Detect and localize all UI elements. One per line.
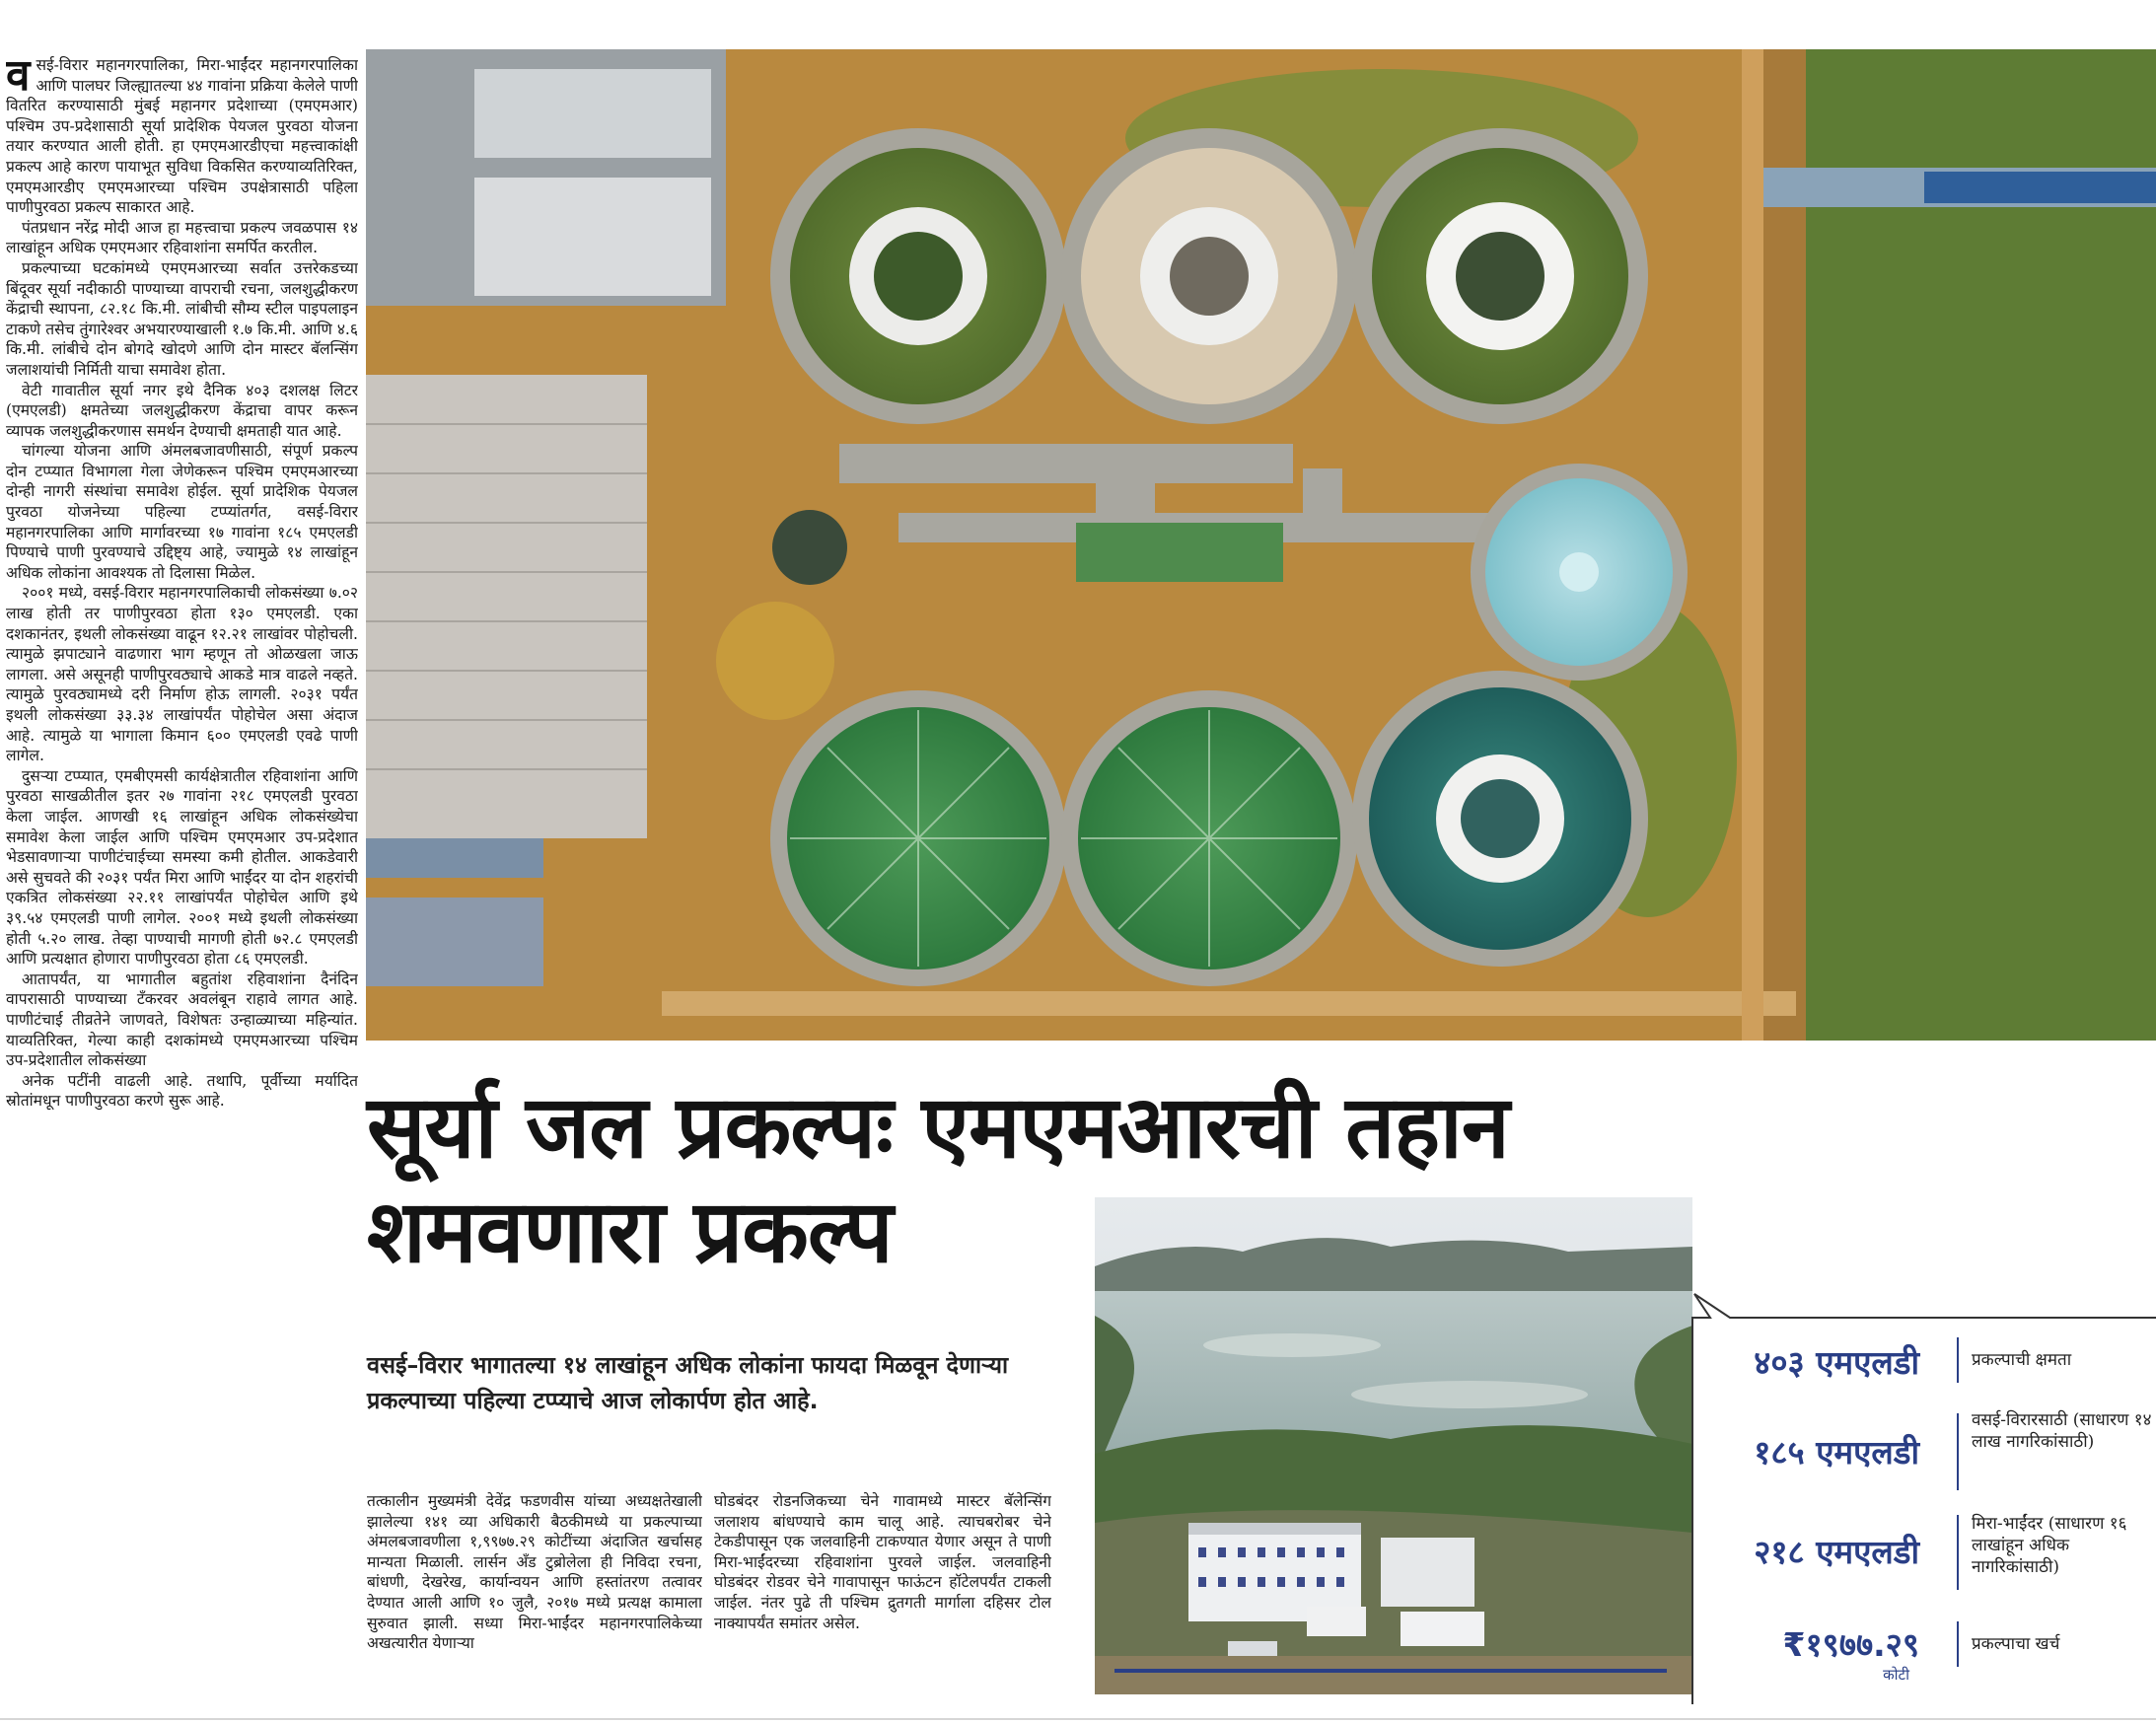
- stat-cost-value: ₹१९७७.२९: [1782, 1625, 1919, 1664]
- stat-capacity-label: प्रकल्पाची क्षमता: [1972, 1350, 2072, 1370]
- bottom-column-1-text: तत्कालीन मुख्यमंत्री देवेंद्र फडणवीस यांच्या अध्यक्षतेखाली झालेल्या १४१ व्या अधिकारी बैठकीमध्ये या प्रकल्पाच्या अंमलबजावणीला १,९९७७.२९ कोटींच्या अंदाजित खर्चासह मान्यता मिळाली. लार्सन अँड टुब्रोलेला ही निविदा रचना, बांधणी, देखरेख, कार्यान्वयन आणि हस्तांतरण तत्वावर देण्यात आली आणि १० जुलै, २०१७ मध्ये प्रत्यक्ष कामाला सुरुवात झाली. सध्या मिरा-भाईंदर महानगरपालिकेच्या अखत्यारीत येणाऱ्या: [367, 1492, 702, 1653]
- bottom-column-2-text: घोडबंदर रोडनजिकच्या चेने गावामध्ये मास्टर बॅलेन्सिंग जलाशय बांधण्याचे काम चालू आहे. त्याचबरोबर चेने टेकडीपासून एक जलवाहिनी टाकण्यात येणार असून ते पाणी मिरा-भाईंदरच्या रहिवाशांना पुरवले जाईल. जलवाहिनी घोडबंदर रोडवर चेने गावापासून फाऊंटन हॉटेलपर्यंत टाकली जाईल. नंतर पुढे ती पश्चिम द्रुतगती मार्गाला दहिसर टोल नाक्यापर्यंत समांतर असेल.: [714, 1492, 1051, 1632]
- paragraph-5: चांगल्या योजना आणि अंमलबजावणीसाठी, संपूर्ण प्रकल्प दोन टप्प्यात विभागला गेला जेणेकरून पश्चिम एमएमआरच्या दोन्ही नागरी संस्थांचा समावेश होईल. सूर्या प्रादेशिक पेयजल पुरवठा योजनेच्या पहिल्या टप्प्यांतर्गत, वसई-विरार महानगरपालिका आणि मार्गावरच्या १७ गावांना १८५ एमएलडी पिण्याचे पाणी पुरवण्याचे उद्दिष्ट्य आहे, ज्यामुळे १४ लाखांहून अधिक लोकांना आवश्यक तो दिलासा मिळेल.: [6, 442, 358, 582]
- paragraph-6: २००१ मध्ये, वसई-विरार महानगरपालिकाची लोकसंख्या ७.०२ लाख होती तर पाणीपुरवठा होता १३० एमएलडी. एका दशकानंतर, इथली लोकसंख्या वाढून १२.२१ लाखांवर पोहोचली. त्यामुळे झपाट्याने वाढणारा भाग म्हणून तो ओळखला जाऊ लागला. असे असूनही पाणीपुरवठ्याचे आकडे मात्र वाढले नव्हते. त्यामुळे पुरवठ्यामध्ये दरी निर्माण होऊ लागली. २०३१ पर्यंत इथली लोकसंख्या ३३.३४ लाखांपर्यंत पोहोचेल असा अंदाज आहे. त्यामुळे या भागाला किमान ६०० एमएलडी एवढे पाणी लागेल.: [6, 584, 358, 765]
- bottom-column-2: [714, 1491, 1051, 1720]
- stat-capacity-value: ४०३ एमएलडी: [1754, 1343, 1919, 1382]
- stat-separator: [1957, 1337, 1959, 1383]
- stat-separator: [1957, 1515, 1959, 1590]
- paragraph-7: दुसऱ्या टप्प्यात, एमबीएमसी कार्यक्षेत्रातील रहिवाशांना आणि पुरवठा साखळीतील इतर २७ गावांना २१८ एमएलडी पुरवठा केला जाईल. आणखी १६ लाखांहून अधिक लोकसंख्येचा समावेश केला जाईल आणि पश्चिम एमएमआर उप-प्रदेशात भेडसावणाऱ्या पाणीटंचाईच्या समस्या कमी होतील. आकडेवारी असे सुचवते की २०३१ पर्यंत मिरा आणि भाईंदर या दोन शहरांची एकत्रित लोकसंख्या २२.११ लाखांपर्यंत पोहोचेल आणि इथे ३९.५४ एमएलडी पाणी लागेल. २००१ मध्ये इथली लोकसंख्या होती ५.२० लाख. तेव्हा पाण्याची मागणी होती ७२.८ एमएलडी आणि प्रत्यक्षात होणारा पाणीपुरवठा होता ८६ एमएलडी.: [6, 766, 358, 969]
- paragraph-2: पंतप्रधान नरेंद्र मोदी आज हा महत्त्वाचा प्रकल्प जवळपास १४ लाखांहून अधिक एमएमआर रहिवाशांना समर्पित करतील.: [6, 218, 358, 257]
- bottom-divider: [0, 1718, 2156, 1720]
- stat-vasai-virar-value: १८५ एमएलडी: [1754, 1433, 1919, 1472]
- paragraph-9: अनेक पटींनी वाढली आहे. तथापि, पूर्वीच्या मर्यादित स्रोतांमधून पाणीपुरवठा करणे सुरू आहे.: [6, 1071, 358, 1111]
- stat-separator: [1957, 1621, 1959, 1667]
- bottom-column-1: [367, 1491, 702, 1720]
- aerial-photo-water-treatment-plant: [366, 49, 2156, 1041]
- stat-separator: [1957, 1413, 1959, 1490]
- stat-cost-label: प्रकल्पाचा खर्च: [1972, 1634, 2060, 1654]
- paragraph-1-text: सई-विरार महानगरपालिका, मिरा-भाईंदर महानगरपालिका आणि पालघर जिल्ह्यातल्या ४४ गावांना प्रक्रिया केलेले पाणी वितरित करण्यासाठी मुंबई महानगर प्रदेशाच्या (एमएमआर) पश्चिम उप-प्रदेशासाठी सूर्या प्रादेशिक पेयजल पुरवठा योजना तयार करण्यात आली होती. हा एमएमआरडीएचा महत्त्वाकांक्षी प्रकल्प आहे कारण पायाभूत सुविधा विकसित करण्याव्यतिरिक्त, एमएमआरडीए एमएमआरच्या पश्चिम उपक्षेत्रासाठी पहिला पाणीपुरवठा प्रकल्प साकारत आहे.: [6, 56, 358, 217]
- paragraph-1: [6, 55, 358, 218]
- subheadline: वसई–विरार भागातल्या १४ लाखांहून अधिक लोकांना फायदा मिळवून देणाऱ्या प्रकल्पाच्या पहिल्या टप्प्याचे आज लोकार्पण होत आहे.: [367, 1351, 1009, 1414]
- stat-mira-bhayandar-value: २१८ एमएलडी: [1754, 1533, 1919, 1571]
- stat-mira-bhayandar: [1690, 1509, 2156, 1598]
- stat-cost: [1690, 1617, 2156, 1696]
- paragraph-3: प्रकल्पाच्या घटकांमध्ये एमएमआरच्या सर्वात उत्तरेकडच्या बिंदूवर सूर्या नदीकाठी पाण्याच्या वापराची रचना, जलशुद्धीकरण केंद्राची स्थापना, ८२.१८ कि.मी. लांबीची सौम्य स्टील पाइपलाइन टाकणे तसेच तुंगारेश्वर अभयारण्याखाली १.७ कि.मी. आणि ४.६ कि.मी. लांबीचे दोन बोगदे खोदणे आणि दोन मास्टर बॅलन्सिंग जलाशयांची निर्मिती याचा समावेश होता.: [6, 258, 358, 379]
- headline-line-1: सूर्या जल प्रकल्पः एमएमआरची तहान: [367, 1076, 1509, 1178]
- left-article-column: [6, 55, 358, 1712]
- paragraph-4: वेटी गावातील सूर्या नगर इथे दैनिक ४०३ दशलक्ष लिटर (एमएलडी) क्षमतेच्या जलशुद्धीकरण केंद्राचा वापर करून व्यापक जलशुद्धीकरणास समर्थन देण्याची क्षमताही यात आहे.: [6, 381, 358, 440]
- stat-mira-bhayandar-label: मिरा-भाईंदर (साधारण १६ लाखांहून अधिक नागरिकांसाठी): [1972, 1514, 2127, 1577]
- stat-cost-unit: कोटी: [1883, 1666, 1909, 1684]
- drop-cap: व: [6, 55, 31, 101]
- headline-line-2: शमवणारा प्रकल्प: [367, 1181, 893, 1282]
- stats-callout: [1690, 1282, 2156, 1704]
- reservoir-photo: [1095, 1197, 1692, 1694]
- stat-capacity: [1690, 1331, 2156, 1391]
- stat-vasai-virar: [1690, 1405, 2156, 1494]
- stat-vasai-virar-label: वसई-विरारसाठी (साधारण १४ लाख नागरिकांसाठी): [1972, 1410, 2152, 1452]
- paragraph-8: आतापर्यंत, या भागातील बहुतांश रहिवाशांना दैनंदिन वापरासाठी पाण्याच्या टँकरवर अवलंबून राहावे लागत आहे. पाणीटंचाई तीव्रतेने जाणवते, विशेषतः उन्हाळ्याच्या महिन्यांत. याव्यतिरिक्त, गेल्या काही दशकांमध्ये एमएमआरच्या पश्चिम उप-प्रदेशातील लोकसंख्या: [6, 970, 358, 1070]
